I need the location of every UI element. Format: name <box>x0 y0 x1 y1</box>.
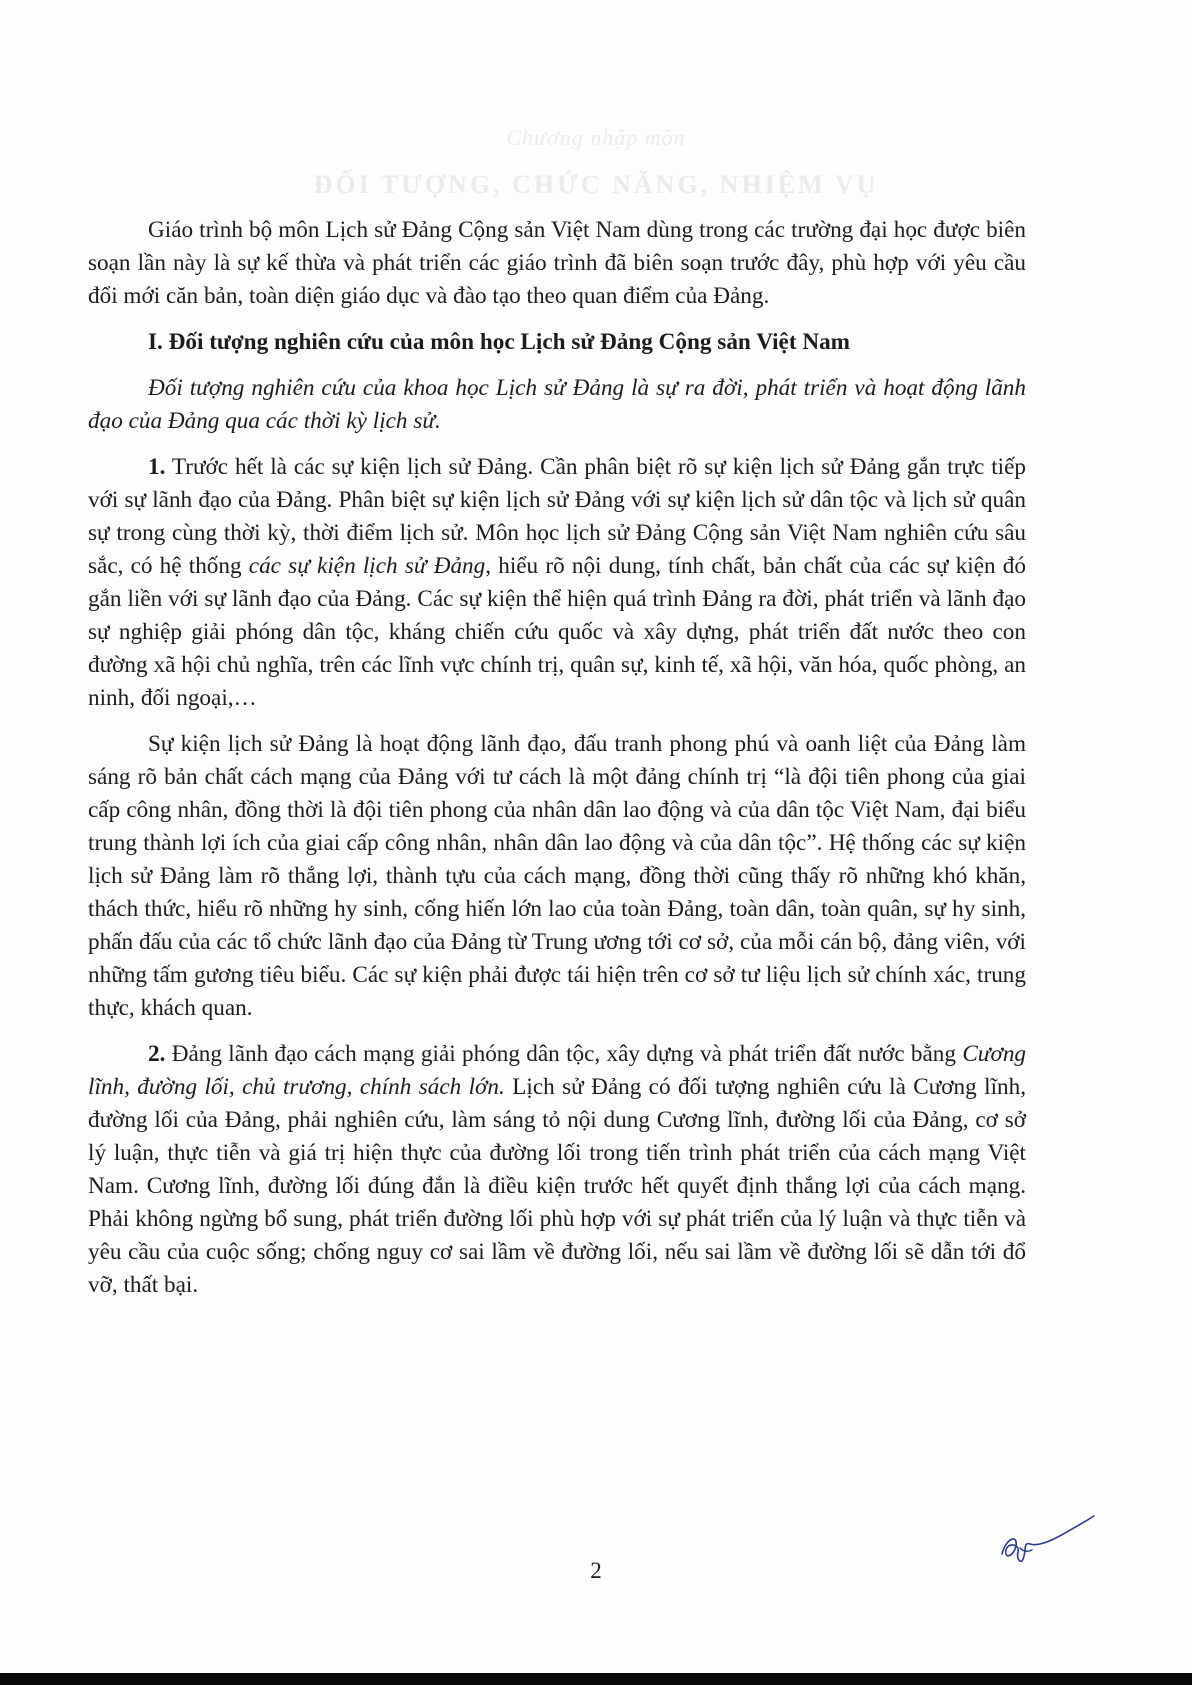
item-2-emphasis: Cương lĩnh, đường lối, chủ trương, chính sách lớn. <box>88 1041 1027 1100</box>
paragraph-intro: Giáo trình bộ môn Lịch sử Đảng Cộng sản Việt Nam dùng trong các trường đại học được biên soạn lần này là sự kế thừa và phát triển các giáo trình đã biên soạn trước đây, phù hợp với yêu cầu đổi mới căn bản, toàn diện giáo dục và đào tạo theo quan điểm của Đảng. <box>88 217 1026 309</box>
paragraph-item-1 <box>88 451 1026 715</box>
item-1-text-a: Trước hết là các sự kiện lịch sử Đảng. Cần phân biệt rõ sự kiện lịch sử Đảng gắn trực tiếp với sự lãnh đạo của Đảng. Phân biệt sự kiện lịch sử Đảng với sự kiện lịch sử dân tộc và lịch sử quân sự trong cùng thời kỳ, thời điểm lịch sử. Môn học lịch sử Đảng Cộng sản Việt Nam nghiên cứu sâu sắc, có hệ thống <box>88 454 1026 579</box>
paragraph-definition: Đối tượng nghiên cứu của khoa học Lịch sử Đảng là sự ra đời, phát triển và hoạt động lãnh đạo của Đảng qua các thời kỳ lịch sử. <box>88 375 1026 434</box>
body-text <box>88 214 1026 1315</box>
section-heading: I. Đối tượng nghiên cứu của môn học Lịch sử Đảng Cộng sản Việt Nam <box>148 329 850 355</box>
show-through-chapter-label: Chương nhập môn <box>506 125 686 150</box>
item-1-number: 1. <box>148 454 166 480</box>
item-2-text-b: Lịch sử Đảng có đối tượng nghiên cứu là Cương lĩnh, đường lối của Đảng, phải nghiên cứu, làm sáng tỏ nội dung Cương lĩnh, đường lối của Đảng, cơ sở lý luận, thực tiễn và giá trị hiện thực của đường lối trong tiến trình phát triển của cách mạng Việt Nam. Cương lĩnh, đường lối đúng đắn là điều kiện trước hết quyết định thắng lợi của cách mạng. Phải không ngừng bổ sung, phát triển đường lối phù hợp với sự phát triển của lý luận và thực tiễn và yêu cầu của cuộc sống; chống nguy cơ sai lầm về đường lối, nếu sai lầm về đường lối sẽ dẫn tới đổ vỡ, thất bại. <box>88 1074 1027 1298</box>
paragraph-events: Sự kiện lịch sử Đảng là hoạt động lãnh đạo, đấu tranh phong phú và oanh liệt của Đảng làm sáng rõ bản chất cách mạng của Đảng với tư cách là một đảng chính trị “là đội tiên phong của giai cấp công nhân, đồng thời là đội tiên phong của nhân dân lao động và của dân tộc Việt Nam, đại biểu trung thành lợi ích của giai cấp công nhân, nhân dân lao động và của dân tộc”. Hệ thống các sự kiện lịch sử Đảng làm rõ thắng lợi, thành tựu của cách mạng, đồng thời cũng thấy rõ những khó khăn, thách thức, hiểu rõ những hy sinh, cống hiến lớn lao của toàn Đảng, toàn dân, toàn quân, sự hy sinh, phấn đấu của các tổ chức lãnh đạo của Đảng từ Trung ương tới cơ sở, của mỗi cán bộ, đảng viên, với những tấm gương tiêu biểu. Các sự kiện phải được tái hiện trên cơ sở tư liệu lịch sử chính xác, trung thực, khách quan. <box>88 731 1026 1021</box>
item-1-emphasis: các sự kiện lịch sử Đảng <box>248 553 486 579</box>
paragraph-item-2 <box>88 1038 1026 1302</box>
item-2-text-a: Đảng lãnh đạo cách mạng giải phóng dân tộc, xây dựng và phát triển đất nước bằng <box>171 1041 956 1067</box>
show-through-chapter-title: ĐỐI TƯỢNG, CHỨC NĂNG, NHIỆM VỤ <box>313 170 879 199</box>
item-1-text-b: , hiểu rõ nội dung, tính chất, bản chất của các sự kiện đó gắn liền với sự lãnh đạo của Đảng. Các sự kiện thể hiện quá trình Đảng ra đời, phát triển và lãnh đạo sự nghiệp giải phóng dân tộc, kháng chiến cứu quốc và xây dựng, phát triển đất nước theo con đường xã hội chủ nghĩa, trên các lĩnh vực chính trị, quân sự, kinh tế, xã hội, văn hóa, quốc phòng, an ninh, đối ngoại,… <box>88 553 1026 711</box>
item-2-number: 2. <box>148 1041 166 1067</box>
scan-bottom-edge <box>0 1673 1192 1685</box>
page-number: 2 <box>590 1558 602 1583</box>
